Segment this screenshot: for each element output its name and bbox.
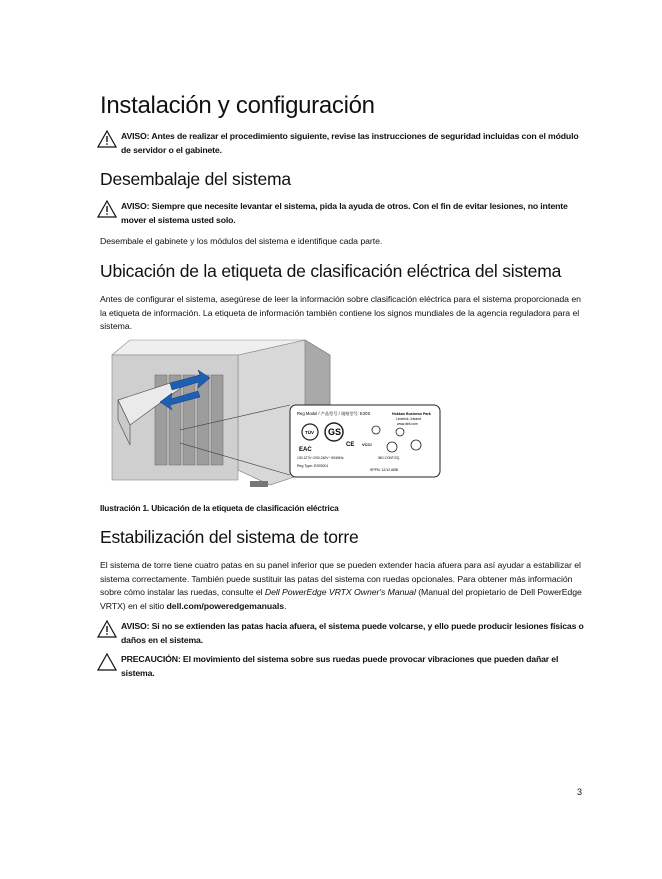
caution-icon [97, 653, 117, 671]
page-title: Instalación y configuración [100, 92, 375, 119]
label-maker-line: Limerick, Ireland [396, 417, 421, 421]
paragraph-text: (Manual del propietario de Dell PowerEdge VRTX) en el sitio [100, 587, 582, 611]
section-heading-unpacking: Desembalaje del sistema [100, 169, 291, 189]
label-ce: CE [346, 442, 355, 448]
label-reg-model: Reg Model / 产品型号 / 規格型号: E20S [297, 411, 371, 416]
notice-text: Antes de realizar el procedimiento siguiente, revise las instrucciones de seguridad incluidas con el módulo de servidor o el gabinete. [121, 131, 579, 155]
notice-text: El movimiento del sistema sobre sus ruedas puede provocar vibraciones que pueden dañar el sistema. [121, 654, 559, 678]
paragraph: Antes de configurar el sistema, asegúrese de leer la información sobre clasificación eléctrica para el sistema proporcionada en la etiqueta de información. La etiqueta de información también contiene los signos mundiales de la agencia reguladora para el sistema. [100, 294, 581, 331]
label-rating: 100-127V~/200-240V~ 50/60Hz [297, 456, 344, 460]
warning-icon [97, 130, 117, 148]
warning-notice [97, 620, 587, 647]
label-vcci: VCCI [362, 442, 372, 447]
caution-notice [97, 653, 587, 680]
label-reg-type: Reg Type: E20S001 [297, 464, 329, 468]
paragraph [100, 559, 585, 613]
warning-notice [97, 200, 587, 227]
notice-text: Siempre que necesite levantar el sistema, pida la ayuda de otros. Con el fin de evitar lesiones, no intente mover el sistema usted solo. [121, 201, 568, 225]
page-number: 3 [577, 787, 583, 797]
section-heading-stabilization: Estabilización del sistema de torre [100, 527, 359, 547]
electrical-label-illustration [100, 335, 450, 497]
notice-label: AVISO: [121, 131, 150, 141]
paragraph-text: . [284, 600, 287, 611]
label-maker-line: www.dell.com [397, 422, 418, 426]
svg-text:GS: GS [328, 427, 342, 437]
notice-label: AVISO: [121, 621, 150, 631]
notice-label: PRECAUCIÓN: [121, 654, 181, 664]
label-ind: IND.CONT.EQ. [378, 456, 401, 460]
paragraph-text: El sistema de torre tiene cuatro patas en su panel inferior que se pueden extender hacia afuera para así ayudar a estabilizar el sistema correctamente. También puede sustituir las patas del sistema con ruedas opcionales. Para obtener más información sobre cómo instalar las ruedas, consulte el [100, 560, 581, 597]
svg-text:TÜV: TÜV [305, 430, 314, 435]
label-maker: Hokkan Business Park [392, 412, 431, 416]
figure-caption: Ilustración 1. Ubicación de la etiqueta de clasificación eléctrica [100, 503, 339, 513]
warning-notice [97, 130, 587, 157]
notice-label: AVISO: [121, 201, 150, 211]
manuals-link[interactable]: dell.com/poweredgemanuals [166, 600, 285, 611]
manual-title: Dell PowerEdge VRTX Owner's Manual [264, 587, 416, 597]
label-date: SPPN: 12/12 ABB [370, 468, 399, 472]
paragraph: Desembale el gabinete y los módulos del sistema e identifique cada parte. [100, 236, 383, 246]
section-heading-label-location: Ubicación de la etiqueta de clasificación eléctrica del sistema [100, 261, 562, 281]
warning-icon [97, 620, 117, 638]
label-eac: EAC [299, 447, 312, 453]
notice-text: Si no se extienden las patas hacia afuera, el sistema puede volcarse, y ello puede producir lesiones físicas o daños en el sistema. [121, 621, 584, 645]
warning-icon [97, 200, 117, 218]
